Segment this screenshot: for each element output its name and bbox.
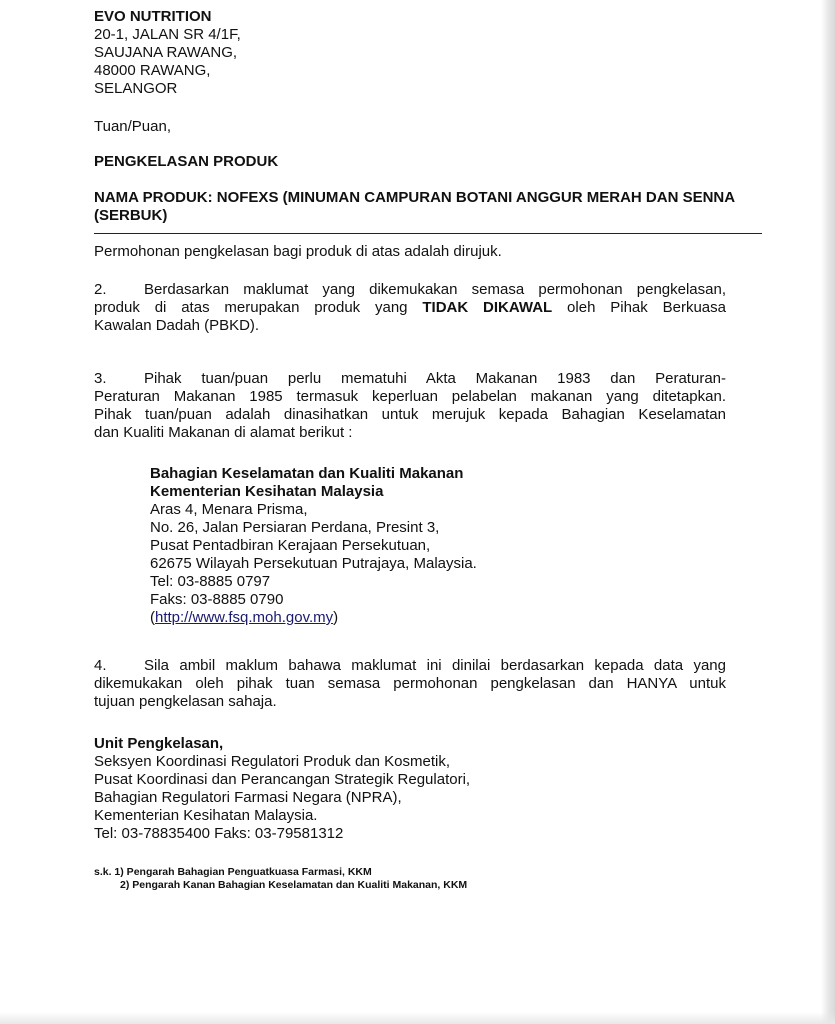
address-line: 62675 Wilayah Persekutuan Putrajaya, Malaysia. [150, 555, 477, 572]
recipient-name: EVO NUTRITION [94, 8, 212, 25]
signature-contact: Tel: 03-78835400 Faks: 03-79581312 [94, 825, 344, 842]
subject-block [94, 153, 726, 171]
phone-line: Tel: 03-8885 0797 [150, 573, 271, 590]
divider-rule [94, 233, 762, 234]
paragraph-3-line: Peraturan Makanan 1985 termasuk keperluan pelabelan makanan yang ditetapkan. [94, 388, 726, 405]
paragraph-4-text: Sila ambil maklum bahawa maklumat ini dinilai berdasarkan kepada data yang [144, 657, 726, 674]
cc-line: s.k. 1) Pengarah Bahagian Penguatkuasa Farmasi, KKM [94, 866, 372, 878]
intro-paragraph [94, 243, 726, 261]
paragraph-3-line [94, 370, 726, 388]
paragraph-3-text: Pihak tuan/puan perlu mematuhi Akta Makanan 1983 dan Peraturan- [144, 370, 726, 387]
cc-line: 2) Pengarah Kanan Bahagian Keselamatan dan Kualiti Makanan, KKM [120, 879, 468, 891]
paragraph-2-text: oleh Pihak Berkuasa [552, 299, 726, 316]
paragraph-2-line [94, 281, 726, 299]
product-name-block [94, 189, 774, 225]
signature-unit: Unit Pengkelasan, [94, 735, 224, 752]
signature-block [94, 735, 726, 843]
paragraph-number: 4. [94, 657, 107, 674]
signature-line: Bahagian Regulatori Farmasi Negara (NPRA), [94, 789, 402, 806]
signature-line: Seksyen Koordinasi Regulatori Produk dan Kosmetik, [94, 753, 451, 770]
product-name-line: (SERBUK) [94, 207, 168, 224]
salutation: Tuan/Puan, [94, 118, 171, 135]
fax-line: Faks: 03-8885 0790 [150, 591, 284, 608]
signature-line: Pusat Koordinasi dan Perancangan Strategik Regulatori, [94, 771, 471, 788]
product-name-line: NAMA PRODUK: NOFEXS (MINUMAN CAMPURAN BOTANI ANGGUR MERAH DAN SENNA [94, 189, 736, 206]
paragraph-2 [94, 281, 726, 335]
recipient-address-line: 20-1, JALAN SR 4/1F, [94, 26, 241, 43]
not-controlled-emphasis: TIDAK DIKAWAL [422, 299, 553, 316]
paragraph-3-line: Pihak tuan/puan adalah dinasihatkan untuk merujuk kepada Bahagian Keselamatan [94, 406, 726, 423]
paragraph-3-line: dan Kualiti Makanan di alamat berikut : [94, 424, 353, 441]
paragraph-number: 2. [94, 281, 107, 298]
paragraph-3 [94, 370, 726, 442]
paragraph-number: 3. [94, 370, 107, 387]
address-bold-line: Kementerian Kesihatan Malaysia [150, 483, 384, 500]
paragraph-4-line: tujuan pengkelasan sahaja. [94, 693, 277, 710]
paragraph-2-line [94, 299, 726, 317]
paragraph-4-line: dikemukakan oleh pihak tuan semasa permohonan pengkelasan dan HANYA untuk [94, 675, 726, 692]
address-bold-line: Bahagian Keselamatan dan Kualiti Makanan [150, 465, 464, 482]
page-bottom-shadow [0, 1012, 835, 1024]
recipient-address-line: SAUJANA RAWANG, [94, 44, 238, 61]
link-paren-close: ) [333, 609, 339, 626]
cc-list [94, 866, 467, 892]
page-edge-shadow [821, 0, 835, 1024]
fsq-website-link[interactable]: http://www.fsq.moh.gov.my [155, 609, 334, 626]
paragraph-4 [94, 657, 726, 711]
address-line: Pusat Pentadbiran Kerajaan Persekutuan, [150, 537, 431, 554]
salutation-block [94, 118, 726, 136]
website-line [150, 609, 570, 627]
signature-line: Kementerian Kesihatan Malaysia. [94, 807, 318, 824]
paragraph-2-text: Berdasarkan maklumat yang dikemukakan semasa permohonan pengkelasan, [144, 281, 726, 298]
recipient-address-line: 48000 RAWANG, [94, 62, 211, 79]
food-safety-address [150, 465, 570, 627]
recipient-address [94, 8, 726, 98]
recipient-address-line: SELANGOR [94, 80, 178, 97]
subject-heading: PENGKELASAN PRODUK [94, 153, 279, 170]
address-line: Aras 4, Menara Prisma, [150, 501, 308, 518]
paragraph-2-text: produk di atas merupakan produk yang [94, 299, 423, 316]
intro-text: Permohonan pengkelasan bagi produk di atas adalah dirujuk. [94, 243, 502, 260]
address-line: No. 26, Jalan Persiaran Perdana, Presint 3, [150, 519, 440, 536]
paragraph-4-line [94, 657, 726, 675]
paragraph-2-line: Kawalan Dadah (PBKD). [94, 317, 260, 334]
link-paren-open: ( [150, 609, 155, 626]
